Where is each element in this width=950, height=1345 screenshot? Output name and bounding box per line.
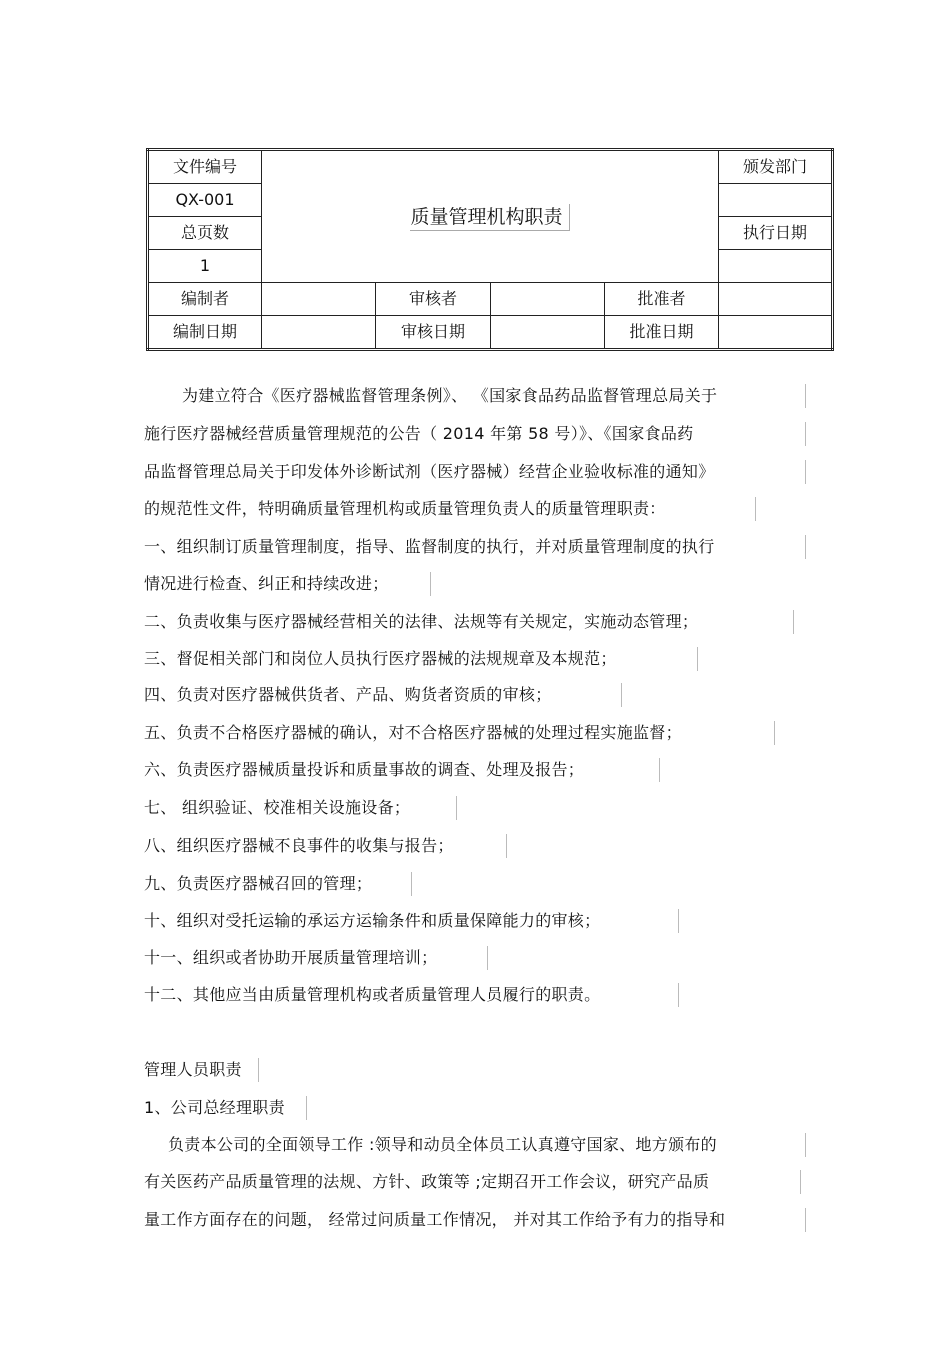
review-date-label: 审核日期 xyxy=(376,316,491,350)
file-no-value: QX-001 xyxy=(148,184,262,217)
scan-rule xyxy=(487,946,488,970)
approve-date-value xyxy=(719,316,833,350)
scan-rule xyxy=(306,1096,307,1120)
scan-rule xyxy=(678,983,679,1007)
duty-item: 十、组织对受托运输的承运方运输条件和质量保障能力的审核； xyxy=(144,911,601,930)
compiler-label: 编制者 xyxy=(148,283,262,316)
document-title: 质量管理机构职责 xyxy=(262,150,719,283)
scan-rule xyxy=(456,796,457,820)
approver-value xyxy=(719,283,833,316)
scan-rule xyxy=(506,834,507,858)
section-title: 管理人员职责 xyxy=(144,1060,242,1079)
file-no-label: 文件编号 xyxy=(148,150,262,184)
duty-item: 十二、其他应当由质量管理机构或者质量管理人员履行的职责。 xyxy=(144,985,601,1004)
duty-item: 四、负责对医疗器械供货者、产品、购货者资质的审核； xyxy=(144,685,552,704)
scan-rule xyxy=(430,572,431,596)
scan-rule xyxy=(621,683,622,707)
duty-item: 三、督促相关部门和岗位人员执行医疗器械的法规规章及本规范； xyxy=(144,649,617,668)
scan-rule xyxy=(805,422,806,446)
intro-line-1: 为建立符合《医疗器械监督管理条例》、 《国家食品药品监督管理总局关于 xyxy=(182,386,718,405)
scan-rule xyxy=(678,909,679,933)
reviewer-value xyxy=(491,283,605,316)
scan-rule xyxy=(774,721,775,745)
scan-rule xyxy=(805,1133,806,1157)
scan-rule xyxy=(755,497,756,521)
intro-line-2: 施行医疗器械经营质量管理规范的公告（ 2014 年第 58 号）》、《国家食品药 xyxy=(144,424,694,443)
gm-line-1: 负责本公司的全面领导工作 :领导和动员全体员工认真遵守国家、地方颁布的 xyxy=(168,1135,717,1154)
intro-line-3: 品监督管理总局关于印发体外诊断试剂（医疗器械）经营企业验收标准的通知》 xyxy=(144,462,715,481)
reviewer-label: 审核者 xyxy=(376,283,491,316)
duty-item: 七、 组织验证、校准相关设施设备； xyxy=(144,798,411,817)
issue-dept-value xyxy=(719,184,833,217)
scan-rule xyxy=(793,610,794,634)
scan-rule xyxy=(805,460,806,484)
compile-date-label: 编制日期 xyxy=(148,316,262,350)
issue-dept-label: 颁发部门 xyxy=(719,150,833,184)
duty-item: 五、负责不合格医疗器械的确认，对不合格医疗器械的处理过程实施监督； xyxy=(144,723,682,742)
duty-item: 十一、组织或者协助开展质量管理培训； xyxy=(144,948,438,967)
pages-value: 1 xyxy=(148,250,262,283)
review-date-value xyxy=(491,316,605,350)
exec-date-value xyxy=(719,250,833,283)
document-header-table xyxy=(146,148,834,351)
duty-item: 一、组织制订质量管理制度，指导、监督制度的执行，并对质量管理制度的执行 xyxy=(144,537,715,556)
approver-label: 批准者 xyxy=(605,283,719,316)
compiler-value xyxy=(262,283,376,316)
intro-line-4: 的规范性文件，特明确质量管理机构或质量管理负责人的质量管理职责： xyxy=(144,499,666,518)
sub-title: 1、公司总经理职责 xyxy=(144,1098,285,1117)
scan-rule xyxy=(411,872,412,896)
scan-rule xyxy=(805,1208,806,1232)
exec-date-label: 执行日期 xyxy=(719,217,833,250)
duty-item: 情况进行检查、纠正和持续改进； xyxy=(144,574,389,593)
scan-rule xyxy=(659,758,660,782)
duty-item: 二、负责收集与医疗器械经营相关的法律、法规等有关规定，实施动态管理； xyxy=(144,612,699,631)
approve-date-label: 批准日期 xyxy=(605,316,719,350)
scan-rule xyxy=(697,647,698,671)
pages-label: 总页数 xyxy=(148,217,262,250)
scan-rule xyxy=(800,1170,801,1194)
duty-item: 六、负责医疗器械质量投诉和质量事故的调查、处理及报告； xyxy=(144,760,585,779)
scan-rule xyxy=(258,1058,259,1082)
scan-rule xyxy=(805,535,806,559)
compile-date-value xyxy=(262,316,376,350)
scan-rule xyxy=(805,384,806,408)
gm-line-2: 有关医药产品质量管理的法规、方针、政策等 ;定期召开工作会议，研究产品质 xyxy=(144,1172,710,1191)
duty-item: 九、负责医疗器械召回的管理； xyxy=(144,874,373,893)
duty-item: 八、组织医疗器械不良事件的收集与报告； xyxy=(144,836,454,855)
gm-line-3: 量工作方面存在的问题， 经常过问质量工作情况， 并对其工作给予有力的指导和 xyxy=(144,1210,726,1229)
